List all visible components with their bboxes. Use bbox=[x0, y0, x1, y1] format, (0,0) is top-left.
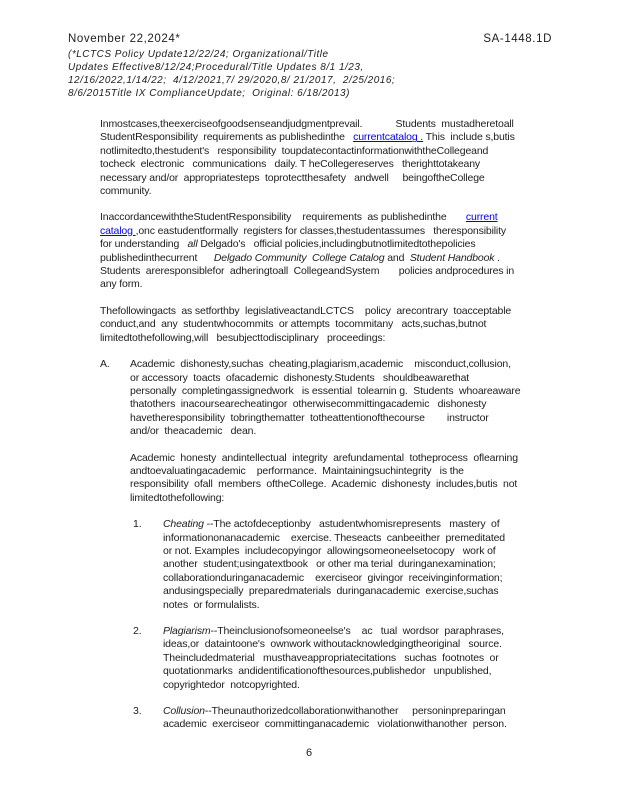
text-run: collaborationduringanacademic exerciseor givingor receivinginformation; bbox=[163, 571, 503, 584]
list-label: 3. bbox=[133, 705, 142, 718]
list-label: 2. bbox=[133, 625, 142, 637]
text-run: responsibility ofall members oftheCollege. Academic dishonesty includes,butis not bbox=[130, 478, 518, 491]
text-run: limitedtothefollowing,will besubjecttodisciplinary proceedings: bbox=[100, 331, 386, 344]
text-line bbox=[163, 599, 618, 612]
text-line bbox=[100, 278, 618, 291]
italic-text: Collusion bbox=[163, 705, 205, 718]
list-label: 1. bbox=[133, 518, 142, 531]
text-run: havetheresponsibility tobringthematter totheattentionofthecourse instructor bbox=[130, 411, 489, 424]
text-run: limitedtothefollowing: bbox=[130, 491, 225, 504]
text-line bbox=[163, 679, 618, 692]
text-run: --Theunauthorizedcollaborationwithanother personinpreparingan bbox=[204, 705, 506, 718]
revision-line: 8/6/2015Title IX ComplianceUpdate; Original: 6/18/2013) bbox=[68, 88, 350, 99]
italic-text: Cheating bbox=[163, 518, 204, 531]
text-run: personally completingassignedwork is essential tolearnin g. Students whoareaware bbox=[130, 384, 521, 397]
text-line bbox=[100, 158, 618, 171]
italic-text: all bbox=[187, 238, 198, 251]
text-run: thatothers inacoursearecheatingor otherwisecommittingacademic dishonesty bbox=[130, 398, 487, 411]
text-line bbox=[130, 385, 618, 398]
text-run: publishedinthecurrent bbox=[100, 251, 214, 264]
text-line bbox=[100, 318, 618, 331]
text-line bbox=[100, 172, 618, 185]
text-run: notlimitedto,thestudent's responsibility toupdatecontactinformationwiththeCollegeand bbox=[100, 144, 489, 157]
current-catalog-link[interactable]: catalog bbox=[100, 224, 136, 237]
text-line bbox=[163, 718, 618, 731]
text-line bbox=[163, 652, 618, 665]
italic-text: Delgado Community College Catalog bbox=[213, 251, 385, 264]
text-line bbox=[163, 625, 618, 638]
text-run: ,onc eastudentformally registers for classes,thestudentassumes theresponsibility bbox=[135, 224, 506, 237]
text-run: conduct,and any studentwhocommits or attempts tocommitany acts,suchas,butnot bbox=[100, 318, 487, 331]
item-a-academic-dishonesty bbox=[100, 358, 618, 438]
text-line bbox=[163, 705, 618, 718]
item-2-plagiarism bbox=[133, 625, 618, 692]
text-line bbox=[163, 532, 618, 545]
text-line bbox=[100, 265, 618, 278]
text-run: --The actofdeceptionby astudentwhomisrepresents mastery of bbox=[203, 518, 500, 531]
italic-text: Plagiarism bbox=[163, 625, 211, 637]
text-line bbox=[100, 118, 618, 131]
text-line bbox=[130, 492, 618, 505]
italic-text: Student Handbook bbox=[409, 251, 495, 264]
text-line bbox=[130, 372, 618, 385]
text-line bbox=[163, 638, 618, 651]
text-run: andtoevaluatingacademic performance. Maintainingsuchintegrity is the bbox=[130, 464, 464, 477]
text-run: any form. bbox=[100, 278, 143, 291]
revision-line: (*LCTCS Policy Update12/22/24; Organizational/Title bbox=[68, 49, 329, 60]
text-run: InaccordancewiththeStudentResponsibility requirements as publishedinthe bbox=[100, 211, 466, 224]
text-run: and bbox=[384, 251, 410, 264]
text-run: --Theinclusionofsomeoneelse's ac tual wordsor paraphrases, bbox=[210, 625, 504, 637]
text-line bbox=[163, 572, 618, 585]
text-line bbox=[163, 558, 618, 571]
current-catalog-link[interactable]: current bbox=[465, 211, 498, 224]
revision-line: Updates Effective8/12/24;Procedural/Title Updates 8/1 1/23, bbox=[68, 62, 364, 73]
text-line bbox=[100, 225, 618, 238]
list-label: A. bbox=[100, 358, 110, 371]
text-run: Students areresponsiblefor adheringtoall CollegeandSystem policies andprocedures in bbox=[100, 265, 515, 278]
text-run: notes or formulalists. bbox=[163, 598, 260, 611]
current-catalog-link[interactable]: currentcatalog . bbox=[353, 131, 424, 144]
text-line bbox=[100, 238, 618, 251]
document-body bbox=[100, 118, 618, 732]
text-run: Inmostcases,theexerciseofgoodsenseandjudgmentprevail. Students mustadheretoall bbox=[100, 118, 514, 130]
text-line bbox=[130, 452, 618, 465]
text-line bbox=[163, 545, 618, 558]
revision-history bbox=[68, 48, 618, 100]
intro-paragraph bbox=[100, 118, 618, 198]
document-date: November 22,2024* bbox=[68, 33, 181, 45]
text-line bbox=[130, 358, 618, 371]
revision-line: 12/16/2022,1/14/22; 4/12/2021,7/ 29/2020,8/ 21/2017, 2/25/2016; bbox=[68, 75, 396, 86]
text-run: or accessory toacts ofacademic dishonesty.Students shouldbeawarethat bbox=[130, 371, 470, 384]
text-run: another student;usingatextbook or other ma terial duringanexamination; bbox=[163, 558, 496, 571]
document-number: SA-1448.1D bbox=[483, 33, 552, 45]
text-run: quotationmarks andidentificationofthesources,publishedor unpublished, bbox=[163, 665, 492, 678]
text-run: community. bbox=[100, 185, 152, 198]
page-number: 6 bbox=[305, 747, 313, 759]
text-line bbox=[100, 211, 618, 224]
text-line bbox=[130, 425, 618, 438]
text-run: StudentResponsibility requirements as publishedinthe bbox=[100, 131, 354, 144]
text-run: Thefollowingacts as setforthby legislativeactandLCTCS policy arecontrary toacceptable bbox=[100, 304, 512, 317]
text-line bbox=[163, 665, 618, 678]
list-item-content bbox=[130, 358, 618, 438]
text-line bbox=[100, 131, 618, 144]
text-run: for understanding bbox=[100, 238, 188, 251]
text-run: Academic honesty andintellectual integrity arefundamental totheprocess oflearning bbox=[130, 451, 518, 464]
text-line bbox=[163, 585, 618, 598]
text-run: or not. Examples includecopyingor allowingsomeoneelsetocopy work of bbox=[163, 544, 496, 557]
item-3-collusion bbox=[133, 705, 618, 732]
text-run: necessary and/or appropriatesteps toprotectthesafety andwell beingoftheCollege bbox=[100, 171, 485, 184]
text-line bbox=[130, 465, 618, 478]
text-run: ideas,or dataintoone's ownwork withoutacknowledgingtheoriginal source. bbox=[163, 638, 502, 651]
document-header bbox=[68, 33, 552, 45]
text-run: informationonanacademic exercise. Theseacts canbeeither premeditated bbox=[163, 531, 505, 544]
list-item-content bbox=[163, 705, 618, 732]
responsibility-paragraph bbox=[100, 211, 618, 291]
text-run: This include s,butis bbox=[423, 131, 515, 144]
text-line bbox=[130, 412, 618, 425]
text-line bbox=[100, 185, 618, 198]
list-item-content bbox=[163, 518, 618, 612]
item-1-cheating bbox=[133, 518, 618, 612]
acts-paragraph bbox=[100, 305, 618, 345]
text-line bbox=[163, 518, 618, 531]
text-run: academic exerciseor committinganacademic violationwithanother person. bbox=[163, 718, 507, 731]
text-run: . bbox=[494, 251, 500, 264]
text-run: copyrightedor notcopyrighted. bbox=[163, 678, 300, 691]
text-run: Academic dishonesty,suchas cheating,plagiarism,academic misconduct,collusion, bbox=[130, 358, 511, 371]
text-line bbox=[130, 478, 618, 491]
text-run: Delgado's official policies,includingbutnotlimitedtothepolicies bbox=[197, 238, 476, 251]
text-line bbox=[100, 332, 618, 345]
text-line bbox=[130, 398, 618, 411]
text-line bbox=[100, 252, 618, 265]
text-run: tocheck electronic communications daily. T heCollegereserves therighttotakeany bbox=[100, 158, 481, 171]
text-run: and/or theacademic dean. bbox=[130, 425, 257, 438]
list-item-content bbox=[163, 625, 618, 692]
text-run: andusingspecially preparedmaterials duringanacademic exercise,suchas bbox=[163, 585, 499, 598]
text-run: Theincludedmaterial musthaveappropriatecitations suchas footnotes or bbox=[163, 651, 499, 664]
text-line bbox=[100, 305, 618, 318]
text-line bbox=[100, 145, 618, 158]
item-a-continued bbox=[130, 452, 618, 506]
